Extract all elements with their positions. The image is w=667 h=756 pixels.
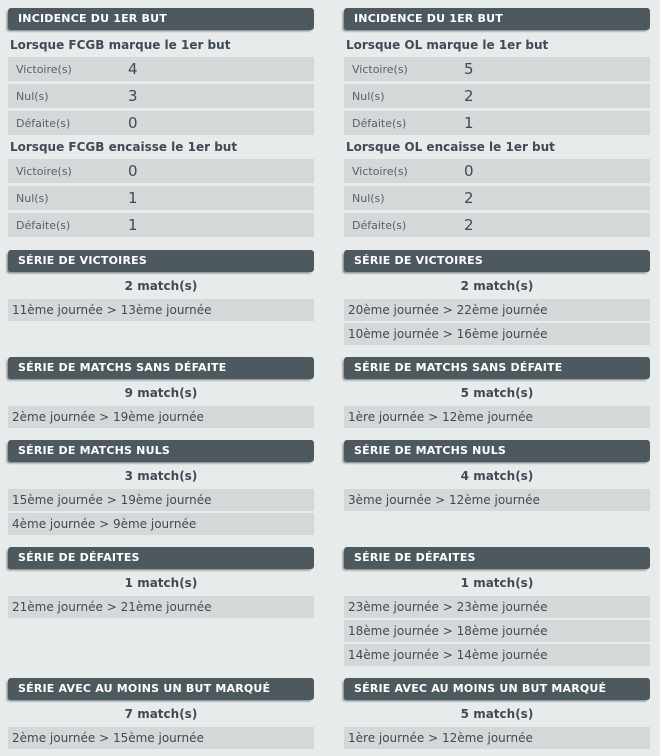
streak-range-row: 2ème journée > 15ème journée [8, 727, 314, 749]
section-header-bar [8, 357, 314, 379]
stat-value: 0 [464, 162, 474, 180]
section-body [8, 38, 314, 237]
first-goal-subtitle: Lorsque FCGB encaisse le 1er but [10, 140, 238, 154]
stat-value: 0 [128, 162, 138, 180]
section-body [344, 707, 650, 749]
section-body [8, 469, 314, 535]
section-header-bar [8, 678, 314, 700]
section-body [8, 279, 314, 321]
stat-row [8, 159, 314, 183]
stat-label: Défaite(s) [352, 218, 407, 232]
stat-rows [8, 57, 314, 135]
stat-value: 1 [464, 114, 474, 132]
section-title: SÉRIE DE VICTOIRES [18, 254, 147, 267]
stat-label: Victoire(s) [16, 62, 72, 76]
streak-range-row: 4ème journée > 9ème journée [8, 513, 314, 535]
stat-rows [344, 159, 650, 237]
match-count: 2 match(s) [460, 279, 534, 293]
stats-section-fcgb [8, 547, 314, 620]
streak-range-row: 10ème journée > 16ème journée [344, 323, 650, 345]
section-title: SÉRIE DE MATCHS SANS DÉFAITE [354, 361, 563, 374]
stat-label: Défaite(s) [352, 116, 407, 130]
section-title: SÉRIE DE DÉFAITES [354, 551, 476, 564]
section-title: SÉRIE DE DÉFAITES [18, 551, 140, 564]
stat-row [8, 111, 314, 135]
first-goal-subtitle: Lorsque OL encaisse le 1er but [346, 140, 555, 154]
stat-row [8, 84, 314, 108]
first-goal-subtitle: Lorsque FCGB marque le 1er but [10, 38, 231, 52]
stat-row [344, 159, 650, 183]
first-goal-subtitle: Lorsque OL marque le 1er but [346, 38, 549, 52]
stat-rows [344, 57, 650, 135]
stat-row [344, 84, 650, 108]
stat-row [8, 186, 314, 210]
section-title: SÉRIE DE VICTOIRES [354, 254, 483, 267]
section-body [344, 386, 650, 428]
section-header-bar [344, 357, 650, 379]
stats-section-ol [344, 250, 650, 347]
match-count: 2 match(s) [124, 279, 198, 293]
stats-section-fcgb [8, 8, 314, 240]
stat-label: Nul(s) [16, 89, 49, 103]
match-count: 9 match(s) [124, 386, 198, 400]
first-goal-group [344, 38, 650, 135]
stat-row [344, 213, 650, 237]
streak-range-row: 20ème journée > 22ème journée [344, 299, 650, 321]
team-stats-columns [8, 8, 650, 751]
stat-label: Nul(s) [16, 191, 49, 205]
stat-value: 1 [128, 216, 138, 234]
stat-rows [8, 159, 314, 237]
section-body [344, 279, 650, 345]
streak-range-row: 2ème journée > 19ème journée [8, 406, 314, 428]
section-body [344, 576, 650, 666]
streak-range-row: 1ère journée > 12ème journée [344, 406, 650, 428]
stat-label: Défaite(s) [16, 116, 71, 130]
section-header-bar [8, 8, 314, 30]
stat-value: 0 [128, 114, 138, 132]
stat-value: 2 [464, 216, 474, 234]
stat-label: Défaite(s) [16, 218, 71, 232]
stat-row [344, 111, 650, 135]
section-header-bar [344, 250, 650, 272]
stat-label: Nul(s) [352, 89, 385, 103]
stat-value: 5 [464, 60, 474, 78]
streak-range-row: 21ème journée > 21ème journée [8, 596, 314, 618]
section-title: SÉRIE AVEC AU MOINS UN BUT MARQUÉ [354, 682, 607, 695]
match-count: 1 match(s) [124, 576, 198, 590]
stats-section-ol [344, 357, 650, 430]
streak-range-row: 23ème journée > 23ème journée [344, 596, 650, 618]
streak-range-row: 14ème journée > 14ème journée [344, 644, 650, 666]
section-header-bar [8, 440, 314, 462]
match-count: 4 match(s) [460, 469, 534, 483]
section-title: SÉRIE DE MATCHS NULS [18, 444, 171, 457]
section-title: SÉRIE AVEC AU MOINS UN BUT MARQUÉ [18, 682, 271, 695]
stat-value: 4 [128, 60, 138, 78]
stat-label: Victoire(s) [16, 164, 72, 178]
stat-row [344, 57, 650, 81]
stats-section-fcgb [8, 440, 314, 537]
stat-label: Victoire(s) [352, 164, 408, 178]
stats-section-ol [344, 678, 650, 751]
section-body [8, 576, 314, 618]
section-title: INCIDENCE DU 1ER BUT [18, 12, 167, 25]
first-goal-group [8, 140, 314, 237]
match-count: 3 match(s) [124, 469, 198, 483]
streak-range-row: 15ème journée > 19ème journée [8, 489, 314, 511]
stats-section-fcgb [8, 357, 314, 430]
section-title: INCIDENCE DU 1ER BUT [354, 12, 503, 25]
section-header-bar [8, 547, 314, 569]
section-title: SÉRIE DE MATCHS SANS DÉFAITE [18, 361, 227, 374]
match-count: 7 match(s) [124, 707, 198, 721]
stat-value: 1 [128, 189, 138, 207]
first-goal-group [8, 38, 314, 135]
stats-section-ol [344, 440, 650, 513]
match-count: 5 match(s) [460, 707, 534, 721]
streak-range-row: 18ème journée > 18ème journée [344, 620, 650, 642]
stat-label: Victoire(s) [352, 62, 408, 76]
section-header-bar [8, 250, 314, 272]
streak-range-row: 1ère journée > 12ème journée [344, 727, 650, 749]
section-body [8, 707, 314, 749]
stats-section-fcgb [8, 678, 314, 751]
section-header-bar [344, 440, 650, 462]
section-body [344, 469, 650, 511]
section-header-bar [344, 678, 650, 700]
section-header-bar [344, 8, 650, 30]
stats-section-ol [344, 8, 650, 240]
section-body [344, 38, 650, 237]
stat-row [344, 186, 650, 210]
stat-row [8, 57, 314, 81]
stats-section-fcgb [8, 250, 314, 323]
stat-label: Nul(s) [352, 191, 385, 205]
stat-value: 2 [464, 189, 474, 207]
section-body [8, 386, 314, 428]
match-count: 1 match(s) [460, 576, 534, 590]
stat-value: 2 [464, 87, 474, 105]
section-header-bar [344, 547, 650, 569]
section-title: SÉRIE DE MATCHS NULS [354, 444, 507, 457]
streak-range-row: 11ème journée > 13ème journée [8, 299, 314, 321]
first-goal-group [344, 140, 650, 237]
streak-range-row: 3ème journée > 12ème journée [344, 489, 650, 511]
stat-value: 3 [128, 87, 138, 105]
stat-row [8, 213, 314, 237]
match-count: 5 match(s) [460, 386, 534, 400]
stats-section-ol [344, 547, 650, 668]
